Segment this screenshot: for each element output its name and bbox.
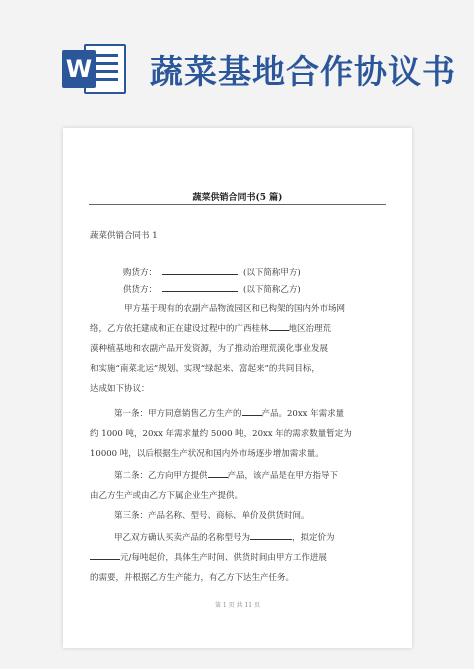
intro-line: 络，乙方依托建成和正在建设过程中的广西桂林 地区治理荒	[90, 319, 390, 339]
article-2	[90, 466, 390, 506]
article-line: 第三条：产品名称、型号、商标、单价及供货时间。	[114, 511, 310, 521]
seller-label: 供货方：	[123, 285, 158, 295]
document-subtitle: 蔬菜供销合同书 1	[90, 231, 158, 241]
seller-line	[123, 281, 301, 296]
model-blank	[250, 529, 292, 540]
word-document-icon	[62, 40, 128, 98]
seller-note: (以下简称乙方)	[243, 285, 301, 295]
price-blank	[90, 549, 120, 560]
article-line: 第二条：乙方向甲方提供 产品，该产品是在甲方指导下	[90, 466, 390, 486]
page-footer: 第 1 页 共 11 页	[215, 602, 260, 609]
buyer-line	[123, 264, 301, 279]
intro-line: 和实施“南菜北运”规划、实现“绿起来、富起来”的共同目标，	[90, 364, 320, 374]
banner-title: 蔬菜基地合作协议书	[150, 52, 456, 91]
buyer-blank	[162, 264, 238, 275]
word-badge: W	[62, 50, 96, 88]
document-title: 蔬菜供销合同书(5 篇)	[192, 193, 283, 203]
title-divider	[89, 204, 386, 205]
closing-line: 元/每吨起价，具体生产时间、供货时间由甲方工作进展	[90, 548, 390, 568]
location-blank	[269, 320, 289, 331]
closing-line: 甲乙双方确认买卖产品的名称型号为 ，拟定价为	[90, 528, 390, 548]
article-1	[90, 404, 390, 464]
article-3	[90, 506, 390, 526]
closing-paragraph	[90, 528, 390, 588]
product-blank	[208, 467, 228, 478]
article-line: 第一条：甲方同意销售乙方生产的 产品。20xx 年需求量	[90, 404, 390, 424]
article-line: 10000 吨，以后根据生产状况和国内外市场逐步增加需求量。	[90, 449, 324, 459]
intro-line: 漠种植基地和农副产品开发资源，为了推动治理荒漠化事业发展	[90, 344, 329, 354]
product-blank	[242, 405, 262, 416]
seller-blank	[162, 281, 238, 292]
banner	[0, 0, 474, 108]
intro-line: 达成如下协议：	[90, 384, 150, 394]
intro-line: 甲方基于现有的农副产品物流园区和已构架的国内外市场网	[124, 304, 346, 314]
buyer-label: 购货方：	[123, 268, 158, 278]
closing-line: 的需要，并根据乙方生产能力，有乙方下达生产任务。	[90, 573, 295, 583]
article-line: 约 1000 吨，20xx 年需求量约 5000 吨，20xx 年的需求数量暂定为	[90, 429, 352, 439]
buyer-note: (以下简称甲方)	[243, 268, 301, 278]
intro-paragraph	[90, 299, 390, 399]
document-page	[63, 128, 412, 648]
article-line: 由乙方生产或由乙方下属企业生产提供。	[90, 491, 244, 501]
